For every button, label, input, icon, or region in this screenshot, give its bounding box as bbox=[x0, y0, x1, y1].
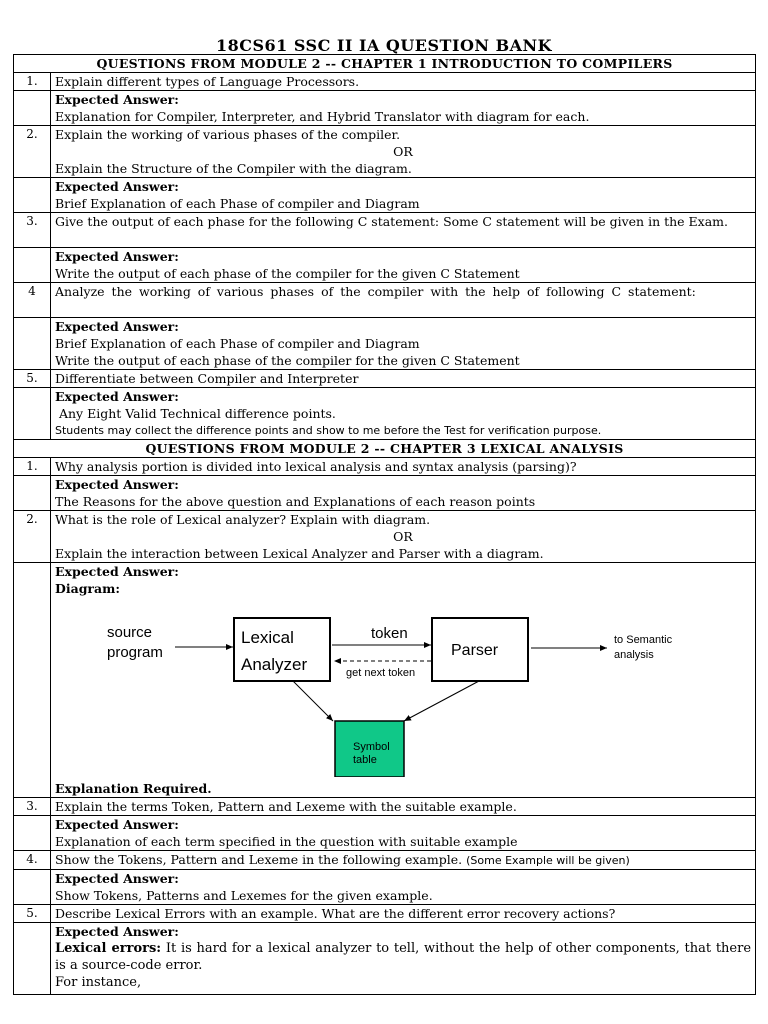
get-next-token-label: get next token bbox=[346, 667, 416, 679]
question-number: 3. bbox=[14, 213, 51, 248]
expected-answer-label: Expected Answer: bbox=[55, 924, 179, 939]
table-row bbox=[14, 923, 756, 995]
question-text: Explain different types of Language Processors. bbox=[51, 73, 756, 91]
question-cell bbox=[51, 126, 756, 178]
table-row bbox=[14, 905, 756, 923]
answer-text: The Reasons for the above question and Explanations of each reason points bbox=[55, 494, 536, 509]
table-row bbox=[14, 370, 756, 388]
lexical-analyzer-label: Lexical bbox=[241, 628, 294, 647]
expected-answer-label: Expected Answer: bbox=[55, 389, 179, 404]
question-number: 2. bbox=[14, 511, 51, 563]
answer-cell bbox=[51, 248, 756, 283]
question-cell bbox=[51, 851, 756, 870]
lexer-symbol-arrow bbox=[293, 681, 333, 721]
question-bank-table bbox=[13, 54, 756, 995]
answer-cell bbox=[51, 476, 756, 511]
source-program-label: program bbox=[107, 644, 163, 661]
answer-cell bbox=[51, 870, 756, 905]
answer-cell bbox=[51, 178, 756, 213]
answer-text: Any Eight Valid Technical difference points. bbox=[55, 406, 336, 421]
diagram-label: Diagram: bbox=[55, 581, 120, 596]
table-row bbox=[14, 458, 756, 476]
answer-cell bbox=[51, 563, 756, 798]
answer-text: Show Tokens, Patterns and Lexemes for the given example. bbox=[55, 888, 433, 903]
answer-cell bbox=[51, 816, 756, 851]
table-row bbox=[14, 126, 756, 178]
question-text: Differentiate between Compiler and Interpreter bbox=[51, 370, 756, 388]
expected-answer-label: Expected Answer: bbox=[55, 249, 179, 264]
semantic-analysis-label: analysis bbox=[614, 649, 654, 661]
lexer-parser-diagram bbox=[55, 597, 755, 777]
question-cell bbox=[51, 511, 756, 563]
question-text: Describe Lexical Errors with an example. What are the different error recovery actions? bbox=[51, 905, 756, 923]
answer-text: Write the output of each phase of the compiler for the given C Statement bbox=[55, 353, 520, 368]
expected-answer-label: Expected Answer: bbox=[55, 817, 179, 832]
table-row bbox=[14, 816, 756, 851]
parser-label: Parser bbox=[451, 642, 499, 659]
table-row bbox=[14, 318, 756, 370]
page-title: 18CS61 SSC II IA QUESTION BANK bbox=[215, 36, 553, 55]
answer-text: Brief Explanation of each Phase of compiler and Diagram bbox=[55, 196, 420, 211]
table-row bbox=[14, 563, 756, 798]
table-row bbox=[14, 178, 756, 213]
symbol-table-label: Symbol bbox=[353, 741, 390, 753]
lexical-errors-label: Lexical errors: bbox=[55, 941, 162, 956]
semantic-analysis-label: to Semantic bbox=[614, 634, 673, 646]
module1-header-row bbox=[14, 55, 756, 73]
question-note: (Some Example will be given) bbox=[466, 854, 630, 867]
question-number: 1. bbox=[14, 458, 51, 476]
table-row bbox=[14, 248, 756, 283]
question-number: 2. bbox=[14, 126, 51, 178]
symbol-table-label: table bbox=[353, 754, 377, 766]
question-text: Explain the terms Token, Pattern and Lexeme with the suitable example. bbox=[51, 798, 756, 816]
question-number: 4 bbox=[14, 283, 51, 318]
question-number: 3. bbox=[14, 798, 51, 816]
expected-answer-label: Expected Answer: bbox=[55, 92, 179, 107]
answer-text: Brief Explanation of each Phase of compiler and Diagram bbox=[55, 336, 420, 351]
question-text: Explain the working of various phases of the compiler. bbox=[55, 127, 401, 142]
explanation-required: Explanation Required. bbox=[55, 781, 212, 796]
table-row bbox=[14, 283, 756, 318]
lexical-errors-text: It is hard for a lexical analyzer to tell, without the help of other components, that there is a source-code error. bbox=[55, 941, 752, 973]
question-number: 1. bbox=[14, 73, 51, 91]
module1-header: QUESTIONS FROM MODULE 2 -- CHAPTER 1 INTRODUCTION TO COMPILERS bbox=[14, 55, 756, 73]
question-text-alt: Explain the Structure of the Compiler with the diagram. bbox=[55, 161, 412, 176]
lexical-analyzer-label: Analyzer bbox=[241, 655, 308, 674]
expected-answer-label: Expected Answer: bbox=[55, 319, 179, 334]
answer-note: Students may collect the difference points and show to me before the Test for verification purpose. bbox=[55, 424, 602, 437]
question-text-alt: Explain the interaction between Lexical Analyzer and Parser with a diagram. bbox=[55, 546, 544, 561]
question-text: What is the role of Lexical analyzer? Explain with diagram. bbox=[55, 512, 431, 527]
table-row bbox=[14, 476, 756, 511]
question-text: Show the Tokens, Pattern and Lexeme in the following example. bbox=[55, 852, 463, 867]
question-number: 5. bbox=[14, 370, 51, 388]
answer-cell bbox=[51, 388, 756, 440]
table-row bbox=[14, 798, 756, 816]
module2-header: QUESTIONS FROM MODULE 2 -- CHAPTER 3 LEXICAL ANALYSIS bbox=[14, 440, 756, 458]
parser-symbol-arrow bbox=[404, 681, 479, 721]
table-row bbox=[14, 851, 756, 870]
question-text: Analyze the working of various phases of the compiler with the help of following C statement: bbox=[51, 283, 756, 318]
table-row bbox=[14, 870, 756, 905]
expected-answer-label: Expected Answer: bbox=[55, 564, 179, 579]
question-text: Give the output of each phase for the following C statement: Some C statement will be given in the Exam. bbox=[51, 213, 756, 248]
module2-header-row bbox=[14, 440, 756, 458]
question-text: Why analysis portion is divided into lexical analysis and syntax analysis (parsing)? bbox=[51, 458, 756, 476]
answer-cell bbox=[51, 318, 756, 370]
answer-cell bbox=[51, 91, 756, 126]
source-program-label: source bbox=[107, 624, 153, 641]
table-row bbox=[14, 388, 756, 440]
table-row bbox=[14, 73, 756, 91]
answer-text: For instance, bbox=[55, 975, 142, 990]
question-number: 4. bbox=[14, 851, 51, 870]
expected-answer-label: Expected Answer: bbox=[55, 179, 179, 194]
expected-answer-label: Expected Answer: bbox=[55, 477, 179, 492]
table-row bbox=[14, 213, 756, 248]
or-label: OR bbox=[393, 529, 413, 544]
answer-text: Explanation of each term specified in the question with suitable example bbox=[55, 834, 518, 849]
answer-text bbox=[55, 940, 751, 974]
token-label: token bbox=[371, 625, 408, 642]
question-number: 5. bbox=[14, 905, 51, 923]
table-row bbox=[14, 91, 756, 126]
expected-answer-label: Expected Answer: bbox=[55, 871, 179, 886]
answer-text: Write the output of each phase of the compiler for the given C Statement bbox=[55, 266, 520, 281]
answer-text: Explanation for Compiler, Interpreter, and Hybrid Translator with diagram for each. bbox=[55, 109, 590, 124]
or-label: OR bbox=[393, 144, 413, 159]
answer-cell bbox=[51, 923, 756, 995]
table-row bbox=[14, 511, 756, 563]
